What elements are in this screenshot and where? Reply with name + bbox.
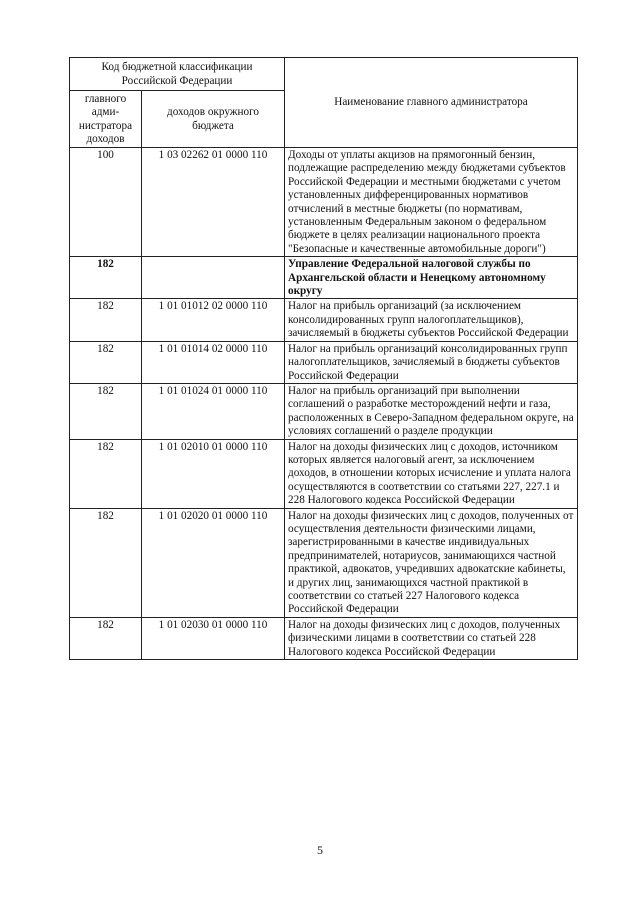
- administrator-name-cell: Налог на доходы физических лиц с доходов, полученных от осуществления деятельности физическими лицами, зарегистрированными в качестве индивидуальных предпринимателей, нотариусов, занимающихся частной практикой, адвокатов, учредивших адвокатские кабинеты, и других лиц, занимающихся частной практикой в соответствии со статьей 227 Налогового кодекса Российской Федерации: [285, 508, 578, 617]
- admin-code-cell: 182: [70, 257, 142, 299]
- table-body: [70, 148, 578, 660]
- income-code-cell: 1 01 02030 01 0000 110: [142, 617, 285, 659]
- table-row: [70, 257, 578, 299]
- income-code-cell: 1 01 02020 01 0000 110: [142, 508, 285, 617]
- table-row: [70, 299, 578, 341]
- income-code-cell: 1 01 01024 01 0000 110: [142, 383, 285, 439]
- income-code-cell: [142, 257, 285, 299]
- page-number: 5: [317, 843, 323, 857]
- header-admin-cell: главного адми- нистратора доходов: [70, 91, 142, 148]
- table-row: [70, 148, 578, 257]
- budget-classification-table: [69, 57, 578, 660]
- income-code-cell: 1 01 01014 02 0000 110: [142, 341, 285, 383]
- admin-code-cell: 182: [70, 617, 142, 659]
- administrator-name-cell: Налог на доходы физических лиц с доходов, полученных физическими лицами в соответствии со статьей 228 Налогового кодекса Российской Федерации: [285, 617, 578, 659]
- header-group-cell: Код бюджетной классификации Российской Федерации: [70, 58, 285, 91]
- admin-code-cell: 182: [70, 508, 142, 617]
- income-code-cell: 1 01 01012 02 0000 110: [142, 299, 285, 341]
- admin-code-cell: 182: [70, 383, 142, 439]
- administrator-name-cell: Налог на доходы физических лиц с доходов, источником которых является налоговый агент, за исключением доходов, в отношении которых исчисление и уплата налога осуществляются в соответствии со статьями 227, 227.1 и 228 Налогового кодекса Российской Федерации: [285, 439, 578, 508]
- administrator-name-cell: Налог на прибыль организаций (за исключением консолидированных групп налогоплательщиков), зачисляемый в бюджеты субъектов Российской Федерации: [285, 299, 578, 341]
- table-row: [70, 341, 578, 383]
- table-header: [70, 58, 578, 148]
- table-row: [70, 508, 578, 617]
- administrator-name-cell: Доходы от уплаты акцизов на прямогонный бензин, подлежащие распределению между бюджетами субъектов Российской Федерации и местными бюджетами с учетом установленных дифференцированных нормативов отчислений в местные бюджеты (по нормативам, установленным Федеральным законом о федеральном бюджете в целях реализации национального проекта "Безопасные и качественные автомобильные дороги"): [285, 148, 578, 257]
- administrator-name-cell: Управление Федеральной налоговой службы по Архангельской области и Ненецкому автономному округу: [285, 257, 578, 299]
- table-row: [70, 617, 578, 659]
- table-row: [70, 439, 578, 508]
- income-code-cell: 1 01 02010 01 0000 110: [142, 439, 285, 508]
- admin-code-cell: 100: [70, 148, 142, 257]
- admin-code-cell: 182: [70, 439, 142, 508]
- table-row: [70, 383, 578, 439]
- admin-code-cell: 182: [70, 299, 142, 341]
- administrator-name-cell: Налог на прибыль организаций при выполнении соглашений о разработке месторождений нефти и газа, расположенных в Северо-Западном федеральном округе, на условиях соглашений о разделе продукции: [285, 383, 578, 439]
- header-name-cell: Наименование главного администратора: [285, 58, 578, 148]
- admin-code-cell: 182: [70, 341, 142, 383]
- administrator-name-cell: Налог на прибыль организаций консолидированных групп налогоплательщиков, зачисляемый в бюджеты субъектов Российской Федерации: [285, 341, 578, 383]
- income-code-cell: 1 03 02262 01 0000 110: [142, 148, 285, 257]
- header-income-cell: доходов окружного бюджета: [142, 91, 285, 148]
